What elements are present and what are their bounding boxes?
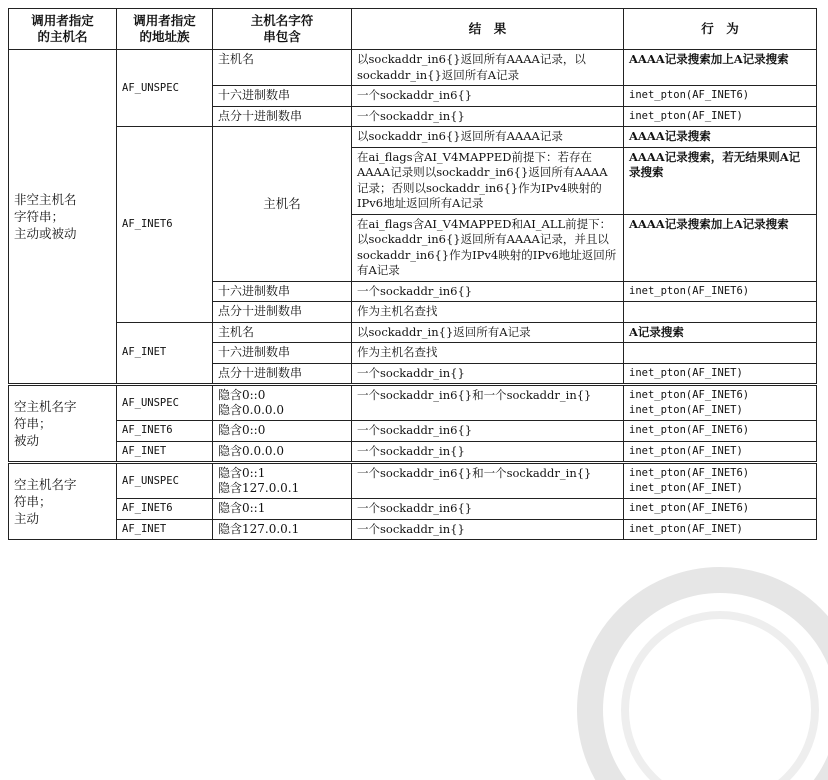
action-cell: AAAA记录搜索 xyxy=(624,127,817,148)
table-row xyxy=(9,322,817,343)
hostname-contains-cell: 隐含127.0.0.1 xyxy=(213,519,352,540)
hostname-contains-cell: 主机名 xyxy=(213,322,352,343)
result-cell: 一个sockaddr_in6{}和一个sockaddr_in{} xyxy=(352,385,624,421)
result-cell: 在ai_flags含AI_V4MAPPED和AI_ALL前提下：以sockaddr_in6{}返回所有AAAA记录，并且以sockaddr_in6{}作为IPv4映射的IPv6地址返回所有A记录 xyxy=(352,214,624,281)
caller-hostname-cell: 非空主机名 字符串； 主动或被动 xyxy=(9,50,117,385)
address-family-cell: AF_INET xyxy=(117,441,213,463)
hostname-contains-cell: 点分十进制数串 xyxy=(213,363,352,385)
result-cell: 一个sockaddr_in6{} xyxy=(352,499,624,520)
result-cell: 作为主机名查找 xyxy=(352,343,624,364)
action-cell: AAAA记录搜索加上A记录搜索 xyxy=(624,214,817,281)
result-cell: 一个sockaddr_in{} xyxy=(352,441,624,463)
header-caller-hostname: 调用者指定 的主机名 xyxy=(9,9,117,50)
action-cell: inet_pton(AF_INET) xyxy=(624,519,817,540)
header-row xyxy=(9,9,817,50)
action-cell: inet_pton(AF_INET) xyxy=(624,106,817,127)
header-result: 结 果 xyxy=(352,9,624,50)
hostname-contains-cell: 点分十进制数串 xyxy=(213,106,352,127)
hostname-contains-cell: 点分十进制数串 xyxy=(213,302,352,323)
action-cell: inet_pton(AF_INET6) xyxy=(624,281,817,302)
address-family-cell: AF_INET6 xyxy=(117,499,213,520)
table-row xyxy=(9,50,817,86)
table-row xyxy=(9,127,817,148)
action-cell: inet_pton(AF_INET6) xyxy=(624,86,817,107)
action-cell: inet_pton(AF_INET6) inet_pton(AF_INET) xyxy=(624,385,817,421)
getaddrinfo-summary-table xyxy=(8,8,817,540)
action-cell: inet_pton(AF_INET) xyxy=(624,363,817,385)
result-cell: 以sockaddr_in6{}返回所有AAAA记录 xyxy=(352,127,624,148)
result-cell: 一个sockaddr_in{} xyxy=(352,519,624,540)
table-row xyxy=(9,463,817,499)
hostname-contains-cell: 隐含0::1 xyxy=(213,499,352,520)
action-cell xyxy=(624,343,817,364)
header-hostname-contains: 主机名字符 串包含 xyxy=(213,9,352,50)
header-action: 行 为 xyxy=(624,9,817,50)
address-family-cell: AF_INET xyxy=(117,322,213,385)
action-cell xyxy=(624,302,817,323)
hostname-contains-cell: 主机名 xyxy=(213,127,352,282)
result-cell: 一个sockaddr_in6{}和一个sockaddr_in{} xyxy=(352,463,624,499)
table-row xyxy=(9,519,817,540)
address-family-cell: AF_INET6 xyxy=(117,127,213,323)
watermark-seal xyxy=(560,560,828,780)
address-family-cell: AF_INET xyxy=(117,519,213,540)
table-body xyxy=(9,50,817,540)
table-row xyxy=(9,385,817,421)
hostname-contains-cell: 十六进制数串 xyxy=(213,281,352,302)
result-cell: 一个sockaddr_in6{} xyxy=(352,281,624,302)
result-cell: 以sockaddr_in6{}返回所有AAAA记录，以sockaddr_in{}返回所有A记录 xyxy=(352,50,624,86)
table-row xyxy=(9,499,817,520)
hostname-contains-cell: 隐含0::1 隐含127.0.0.1 xyxy=(213,463,352,499)
result-cell: 一个sockaddr_in6{} xyxy=(352,421,624,442)
action-cell: inet_pton(AF_INET) xyxy=(624,441,817,463)
result-cell: 一个sockaddr_in6{} xyxy=(352,86,624,107)
caller-hostname-cell: 空主机名字 符串； 被动 xyxy=(9,385,117,463)
address-family-cell: AF_UNSPEC xyxy=(117,50,213,127)
address-family-cell: AF_UNSPEC xyxy=(117,385,213,421)
table-row xyxy=(9,421,817,442)
action-cell: A记录搜索 xyxy=(624,322,817,343)
hostname-contains-cell: 隐含0::0 xyxy=(213,421,352,442)
result-cell: 一个sockaddr_in{} xyxy=(352,363,624,385)
result-cell: 作为主机名查找 xyxy=(352,302,624,323)
action-cell: inet_pton(AF_INET6) xyxy=(624,499,817,520)
action-cell: AAAA记录搜索，若无结果则A记录搜索 xyxy=(624,147,817,214)
action-cell: AAAA记录搜索加上A记录搜索 xyxy=(624,50,817,86)
hostname-contains-cell: 十六进制数串 xyxy=(213,86,352,107)
header-caller-family: 调用者指定 的地址族 xyxy=(117,9,213,50)
hostname-contains-cell: 隐含0.0.0.0 xyxy=(213,441,352,463)
action-cell: inet_pton(AF_INET6) xyxy=(624,421,817,442)
result-cell: 以sockaddr_in{}返回所有A记录 xyxy=(352,322,624,343)
hostname-contains-cell: 隐含0::0 隐含0.0.0.0 xyxy=(213,385,352,421)
address-family-cell: AF_UNSPEC xyxy=(117,463,213,499)
hostname-contains-cell: 主机名 xyxy=(213,50,352,86)
hostname-contains-cell: 十六进制数串 xyxy=(213,343,352,364)
result-cell: 一个sockaddr_in{} xyxy=(352,106,624,127)
address-family-cell: AF_INET6 xyxy=(117,421,213,442)
table-row xyxy=(9,441,817,463)
caller-hostname-cell: 空主机名字 符串； 主动 xyxy=(9,463,117,540)
action-cell: inet_pton(AF_INET6) inet_pton(AF_INET) xyxy=(624,463,817,499)
result-cell: 在ai_flags含AI_V4MAPPED前提下：若存在AAAA记录则以sockaddr_in6{}返回所有AAAA记录；否则以sockaddr_in6{}作为IPv4映射的IPv6地址返回所有A记录 xyxy=(352,147,624,214)
